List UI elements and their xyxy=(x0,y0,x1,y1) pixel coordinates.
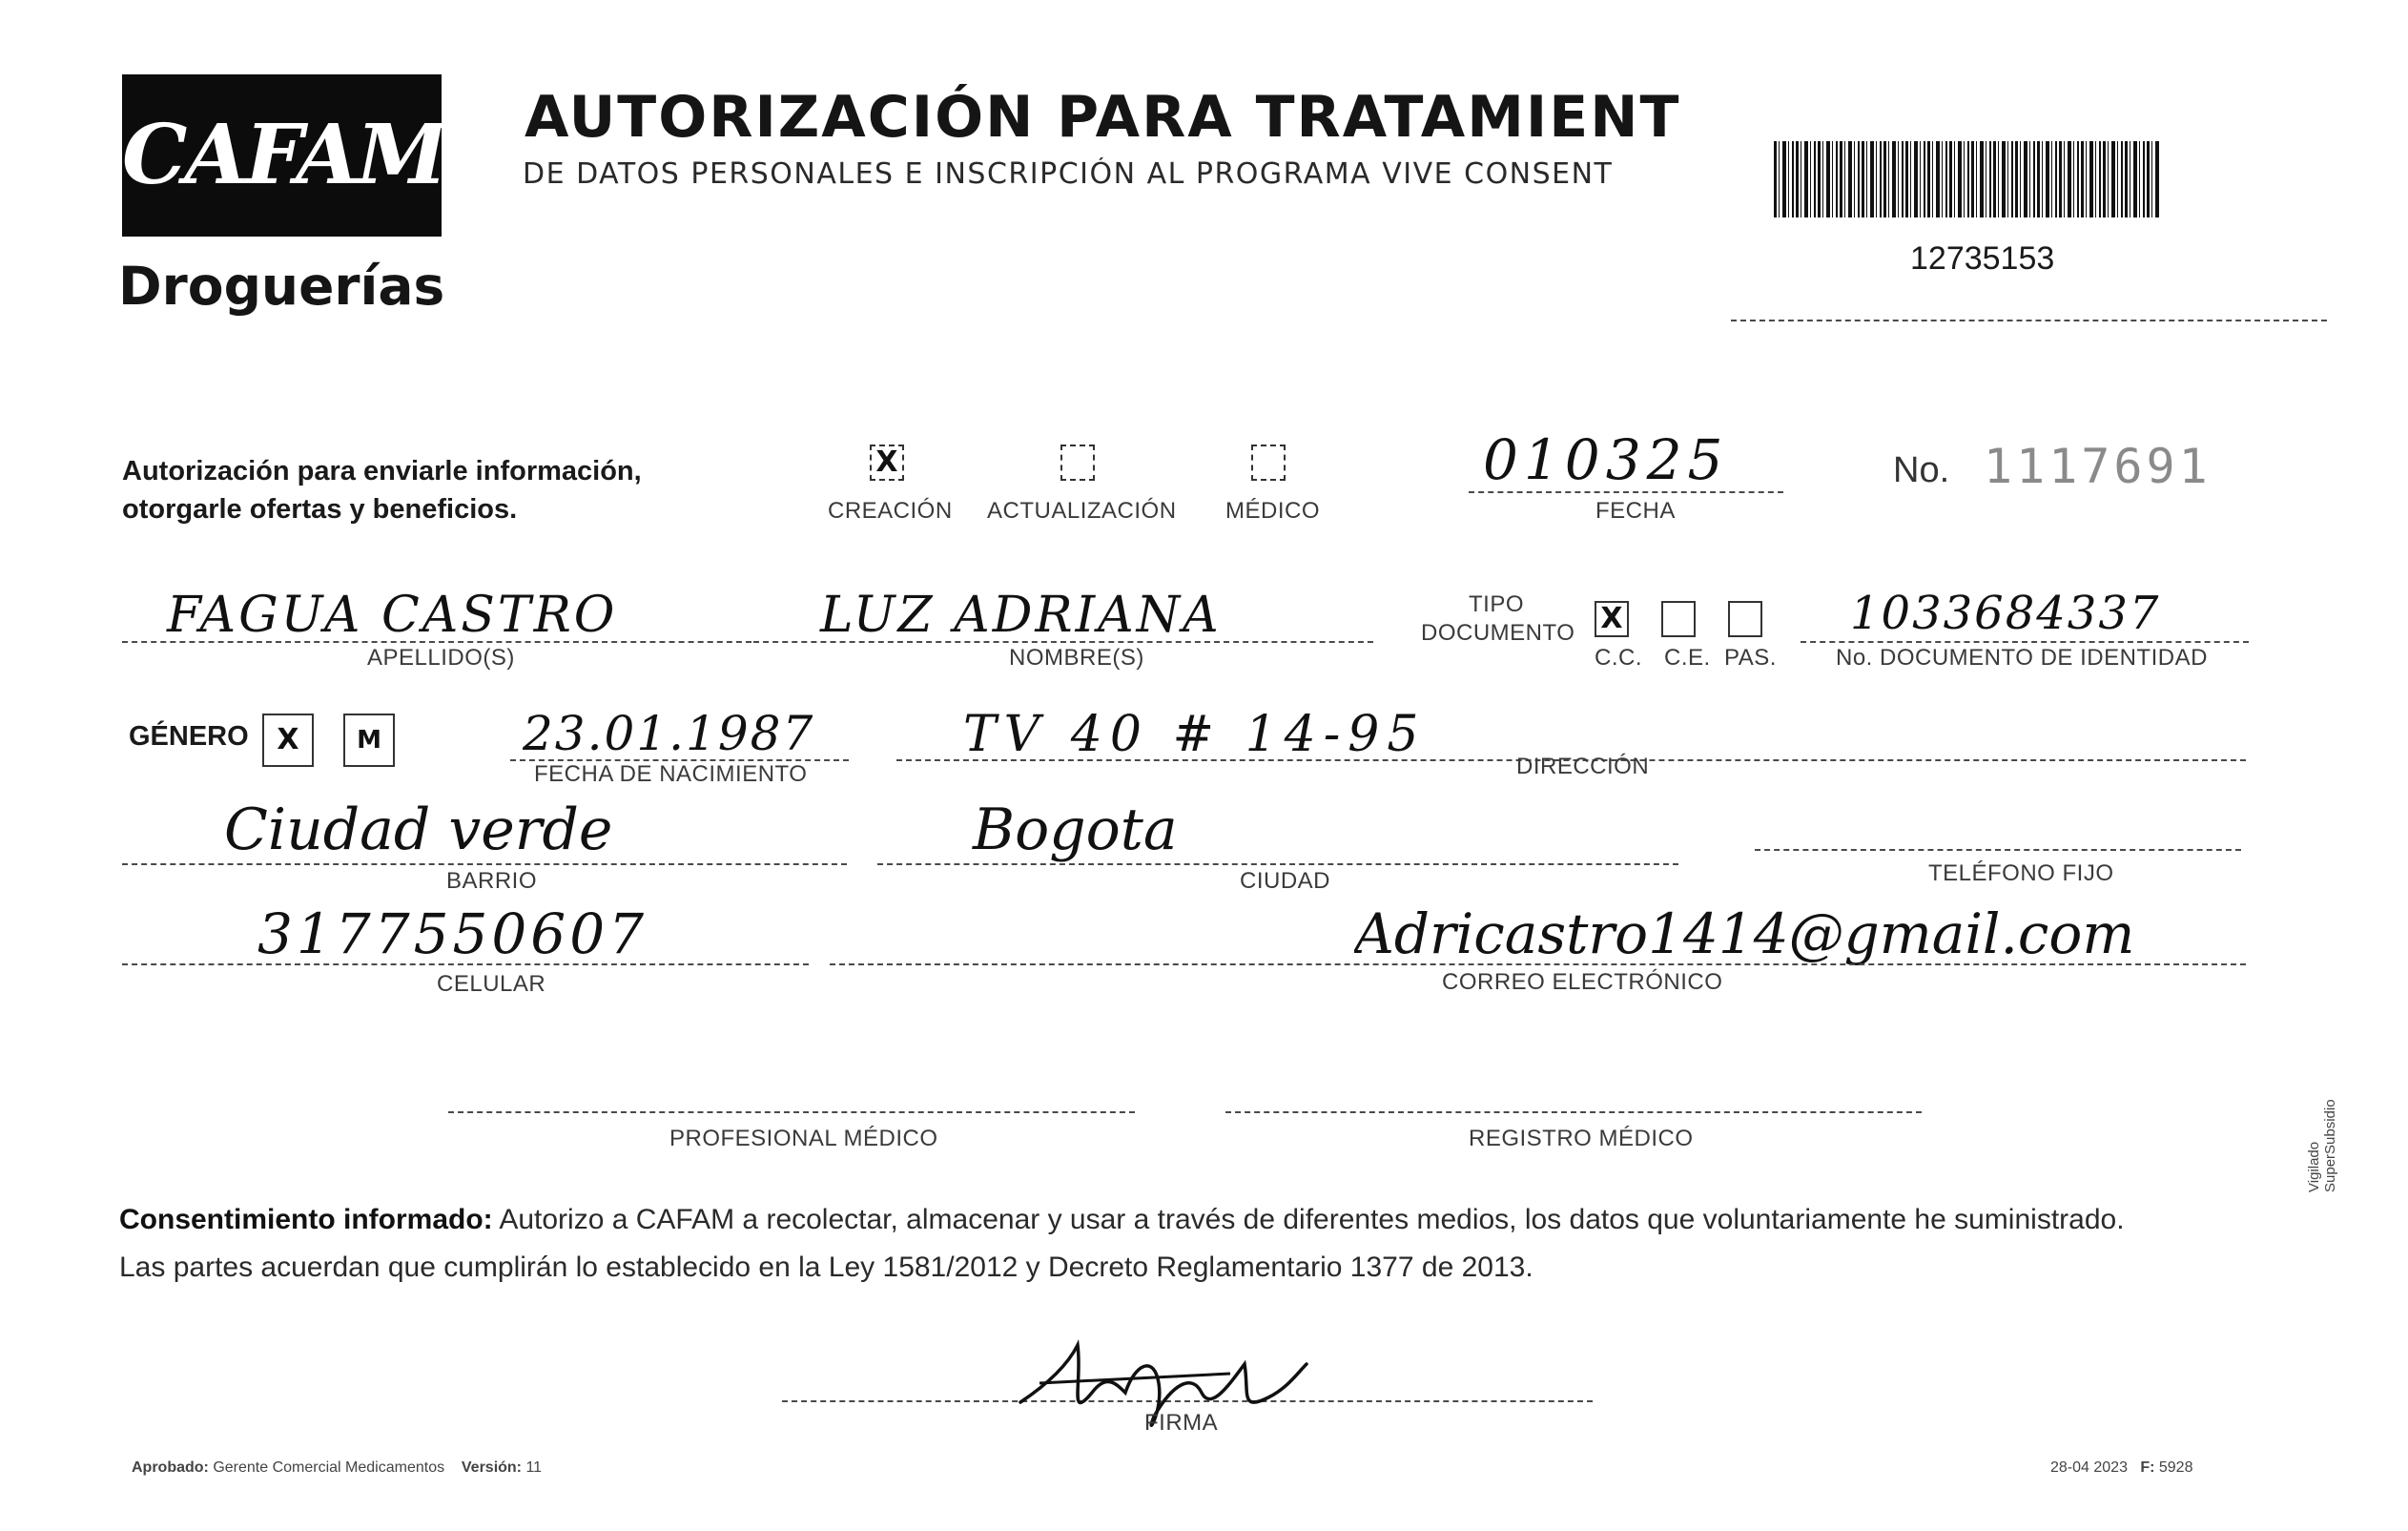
document-title: AUTORIZACIÓN PARA TRATAMIENT xyxy=(525,84,1681,151)
signature-label: FIRMA xyxy=(1144,1410,1219,1436)
creacion-checkbox[interactable]: X xyxy=(870,445,904,481)
consent-text-line2: Las partes acuerdan que cumplirán lo establecido en la Ley 1581/2012 y Decreto Reglamentario 1377 de 2013. xyxy=(119,1252,1533,1283)
actualizacion-checkbox[interactable] xyxy=(1060,445,1095,481)
actualizacion-label: ACTUALIZACIÓN xyxy=(987,498,1177,524)
pas-label: PAS. xyxy=(1724,645,1777,671)
consent-heading: Consentimiento informado: xyxy=(119,1204,493,1235)
documento-value[interactable]: 1033684337 xyxy=(1850,587,2161,640)
form-code-label: F: xyxy=(2140,1459,2155,1476)
barcode xyxy=(1774,141,2160,217)
side-note: Vigilado SuperSubsidio xyxy=(2306,1099,2338,1192)
documento-label: No. DOCUMENTO DE IDENTIDAD xyxy=(1836,645,2208,671)
registro-label: REGISTRO MÉDICO xyxy=(1469,1126,1694,1151)
fecha-value[interactable]: 010325 xyxy=(1483,427,1729,492)
barrio-label: BARRIO xyxy=(446,868,538,894)
fecha-line xyxy=(1469,491,1783,493)
celular-line xyxy=(122,963,809,965)
authorization-intro-line1: Autorización para enviarle información, xyxy=(122,456,642,486)
documento-tipo-label: DOCUMENTO xyxy=(1421,620,1575,646)
nombres-value[interactable]: LUZ ADRIANA xyxy=(820,587,1222,644)
ce-label: C.E. xyxy=(1664,645,1711,671)
fecha-label: FECHA xyxy=(1595,498,1676,524)
no-value: 1117691 xyxy=(1984,439,2212,494)
footer-date: 28-04 2023 xyxy=(2050,1459,2128,1476)
nacimiento-label: FECHA DE NACIMIENTO xyxy=(534,761,808,787)
medico-checkbox[interactable] xyxy=(1251,445,1286,481)
medico-label: MÉDICO xyxy=(1225,498,1320,524)
profesional-label: PROFESIONAL MÉDICO xyxy=(669,1126,938,1151)
celular-value[interactable]: 3177550607 xyxy=(257,901,648,966)
nombres-line xyxy=(753,641,1373,643)
documento-line xyxy=(1801,641,2249,643)
apellidos-value[interactable]: FAGUA CASTRO xyxy=(167,587,618,644)
no-label: No. xyxy=(1893,450,1950,490)
correo-value[interactable]: Adricastro1414@gmail.com xyxy=(1354,901,2135,966)
pas-checkbox[interactable] xyxy=(1728,601,1762,637)
celular-label: CELULAR xyxy=(437,971,546,997)
nombres-label: NOMBRE(S) xyxy=(1009,645,1144,671)
barrio-line xyxy=(122,863,847,865)
footer-date-code xyxy=(2050,1459,2192,1477)
profesional-line[interactable] xyxy=(448,1111,1135,1113)
tipo-label: TIPO xyxy=(1469,591,1525,617)
ciudad-line xyxy=(877,863,1678,865)
telefono-label: TELÉFONO FIJO xyxy=(1928,860,2114,886)
ciudad-label: CIUDAD xyxy=(1240,868,1331,894)
registro-line[interactable] xyxy=(1225,1111,1922,1113)
correo-label: CORREO ELECTRÓNICO xyxy=(1442,969,1723,995)
aprobado-label: Aprobado: xyxy=(132,1459,209,1476)
consent-paragraph-line1 xyxy=(119,1204,2125,1236)
ce-checkbox[interactable] xyxy=(1661,601,1696,637)
document-subtitle: DE DATOS PERSONALES E INSCRIPCIÓN AL PROGRAMA VIVE CONSENT xyxy=(523,157,1614,191)
aprobado-value: Gerente Comercial Medicamentos xyxy=(213,1459,445,1476)
form-code-value: 5928 xyxy=(2158,1459,2193,1476)
cc-label: C.C. xyxy=(1595,645,1642,671)
cafam-logo xyxy=(122,74,445,237)
cc-checkbox[interactable]: X xyxy=(1595,601,1629,637)
footer-approved xyxy=(132,1459,542,1477)
consent-text-line1: Autorizo a CAFAM a recolectar, almacenar y usar a través de diferentes medios, los datos que voluntariamente he suministrado. xyxy=(499,1204,2125,1235)
direccion-value[interactable]: TV 40 # 14-95 xyxy=(963,706,1427,763)
apellidos-label: APELLIDO(S) xyxy=(367,645,515,671)
creacion-label: CREACIÓN xyxy=(828,498,953,524)
version-label: Versión: xyxy=(461,1459,523,1476)
header-divider xyxy=(1731,320,2327,321)
genero-f-checkbox[interactable]: X xyxy=(262,714,314,767)
logo-text: CAFAM xyxy=(122,107,445,203)
version-value: 11 xyxy=(525,1459,543,1476)
authorization-intro-line2: otorgarle ofertas y beneficios. xyxy=(122,494,518,525)
apellidos-line xyxy=(122,641,751,643)
direccion-label: DIRECCIÓN xyxy=(1516,754,1650,779)
barrio-value[interactable]: Ciudad verde xyxy=(224,797,613,863)
genero-label: GÉNERO xyxy=(129,721,249,752)
telefono-line[interactable] xyxy=(1755,849,2241,851)
correo-line xyxy=(830,963,2246,965)
serial-number: 12735153 xyxy=(1910,240,2055,277)
nacimiento-value[interactable]: 23.01.1987 xyxy=(523,706,815,761)
genero-m-checkbox[interactable]: M xyxy=(343,714,395,767)
brand-subtitle: Droguerías xyxy=(118,256,445,317)
ciudad-value[interactable]: Bogota xyxy=(973,797,1178,863)
